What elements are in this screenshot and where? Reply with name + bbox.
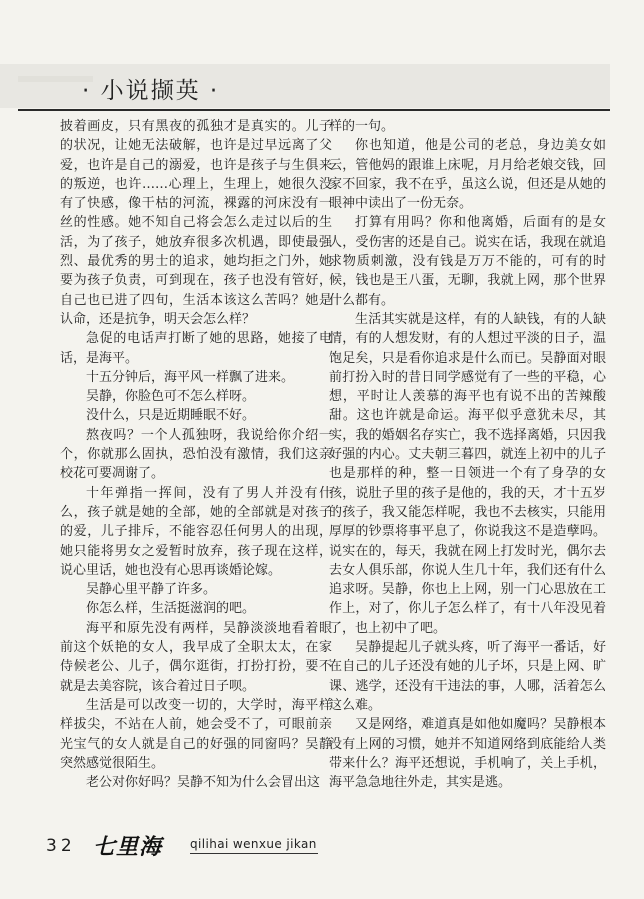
page-number: 32: [46, 836, 76, 856]
paragraph: 你也知道，他是公司的老总，身边美女如云，管他妈的跟谁上床呢，月月给老娘交钱，回家不回家，我不在乎，虽这么说，但还是从她的眼神中读出了一份无奈。: [329, 138, 606, 212]
footer-rule: [190, 853, 318, 854]
paragraph: 十五分钟后，海平风一样飘了进来。: [86, 369, 295, 385]
paragraph: 吴静心里平静了许多。: [86, 582, 217, 598]
section-title: · 小说撷英 ·: [82, 78, 220, 104]
paragraph: 海平和原先没有两样，吴静淡淡地看着眼前这个妖艳的女人，我早成了全职太太，在家侍候老公、儿子，偶尔逛街，打扮打扮，要不就是去美容院，该合着过日子呗。: [60, 620, 332, 694]
paragraph: 十年弹指一挥间，没有了男人并没有什么，孩子就是她的全部，她的全部就是对孩子的爱，儿子排斥，不能容忍任何男人的出现，她只能将男女之爱暂时放弃，孩子现在这样，说心里话，她也没有心思再谈婚论嫁。: [60, 485, 332, 578]
paragraph: 吴静，你脸色可不怎么样呀。: [86, 389, 256, 405]
right-column: [329, 117, 606, 817]
header-rule: [18, 109, 610, 111]
paragraph: 披着画皮，只有黑夜的孤独才是真实的。儿子的状况，让她无法破解，也许是过早远离了父爱，也许是自己的溺爱，也许是孩子与生俱来的叛逆，也许……心理上，生理上，她很久没有了快感，像干枯的河流，裸露的河床没有一丝的性感。她不知自己将会怎么走过以后的生活，为了孩子，她放弃很多次机遇，即使最强烈、最优秀的男士的追求，她均拒之门外，她要为孩子负责，可到现在，孩子也没有管好，自己也已进了四旬，生活本该这么苦吗？她是认命，还是抗争，明天会怎么样？: [60, 119, 332, 327]
paragraph: 生活是可以改变一切的，大学时，海平样样拔尖，不站在人前，她会受不了，可眼前亲光宝气的女人就是自己的好强的同窗吗？吴静突然感觉很陌生。: [60, 697, 332, 771]
paragraph: 老公对你好吗？吴静不知为什么会冒出这: [86, 775, 321, 791]
paragraph: 又是网络，难道真是如他如魔吗？吴静根本没有上网的习惯，她并不知道网络到底能给人类带来什么？海平还想说，手机响了，关上手机，海平急急地往外走，其实是逃。: [329, 717, 606, 791]
paragraph: 打算有用吗？你和他离婚，后面有的是女人，受伤害的还是自己。说实在话，我现在就追求物质刺激，没有钱是万万不能的，可有的时候，钱也是王八蛋，无聊，我就上网，那个世界什么都有。: [329, 215, 606, 308]
magazine-brand-name: 七里海: [93, 834, 163, 860]
left-column: [60, 117, 332, 817]
paragraph: 没什么，只是近期睡眠不好。: [86, 408, 256, 424]
paragraph: 吴静提起儿子就头疼，听了海平一番话，好在自己的儿子还没有她的儿子坏，只是上网、旷课、逃学，还没有干违法的事，人哪，活着怎么这么难。: [329, 640, 606, 713]
paragraph: 生活其实就是这样，有的人缺钱，有的人缺情，有的人想发财，有的人想过平淡的日子，温饱足矣，只是看你追求是什么而已。吴静面对眼前打扮入时的昔日同学感觉有了一些的平稳，心想，平时让人羡慕的海平也有说不出的苦辣酸甜。这也许就是命运。海平似乎意犹未尽，其实，我的婚姻名存实亡，我不选择离婚，只因我好强的内心。丈夫朝三暮四，就连上初中的儿子也是那样的种，整一日领进一个有了身孕的女孩，说肚子里的孩子是他的，我的天，才十五岁的孩子，我又能怎样呢，我也不去核实，只能用厚厚的钞票将事平息了，你说我这不是造孽吗。说实在的，每天，我就在网上打发时光，偶尔去去女人俱乐部，你说人生几十年，我们还有什么追求呀。吴静，你也上上网，别一门心思放在工作上，对了，你儿子怎么样了，有十八年没见着了，也上初中了吧。: [329, 311, 606, 636]
paragraph: 样的一句。: [329, 119, 395, 134]
paragraph: 熬夜吗？一个人孤独呀，我说给你介绍一个，你就那么固执，恐怕没有激情，我们这亲校花可要凋谢了。: [60, 427, 332, 482]
magazine-brand-pinyin: qilihai wenxue jikan: [190, 837, 317, 851]
paragraph: 急促的电话声打断了她的思路，她接了电话，是海平。: [60, 331, 332, 366]
paragraph: 你怎么样，生活挺滋润的吧。: [86, 601, 256, 617]
